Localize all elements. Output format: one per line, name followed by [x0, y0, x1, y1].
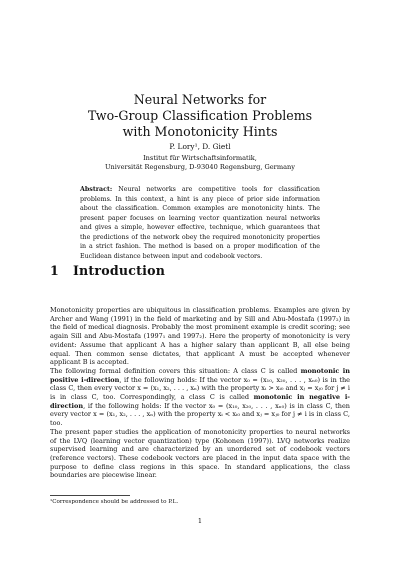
title-line-3: with Monotonicity Hints — [122, 124, 278, 139]
footnote-rule — [50, 495, 130, 496]
title-line-1: Neural Networks for — [133, 92, 267, 107]
paragraph-1: Monotonicity properties are ubiquitous in classification problems. Examples are given by Archer and Wang (1991) in the field of marketing and by Sill and Abu-Mostafa (1997₂) in the field of medical diagnosis. Probably the most prominent example is credit scoring; see again Sill and Abu-Mostafa (1997₁ and 1997₂). Here the property of monotonicity is very evident: Assume that applicant A has a higher salary than applicant B, all else being equal. Then common sense dictates, that applicant A must be accepted whenever applicant B is accepted. — [50, 306, 350, 367]
affiliation-line-1: Institut für Wirtschaftsinformatik, — [143, 154, 257, 162]
paragraph-3: The present paper studies the application of monotonicity properties to neural networks of the LVQ (learning vector quantization) type (Kohonen (1997)). LVQ networks realize supervised learning and are characterized by an unordered set of codebook vectors (reference vectors). These codebook vectors are placed in the input data space with the purpose to define class regions in this space. In standard applications, the class boundaries are piecewise linear. — [50, 427, 350, 480]
abstract-text: Neural networks are competitive tools for classification problems. In this context, a hint is any piece of prior side information about the classification. Common examples are monotonicity hints. The present paper focuses on learning vector quantization neural networks and gives a simple, however effective, technique, which guarantees that the predictions of the network obey the required monotonicity properties in a strict fashion. The method is based on a proper modification of the Euclidean distance between input and codebook vectors. — [80, 186, 320, 260]
section-title: Introduction — [72, 263, 166, 278]
abstract-label: Abstract: — [80, 186, 113, 193]
section-heading — [50, 263, 350, 279]
para2-text-e: , if the following holds: If the vector x₀ = (x₁₀, x₂₀, . . . , xₙ₀) is in class C, then every vector x = (x₁, x₂, . . . , xₙ) with the property xᵢ < xᵢ₀ and xⱼ = xⱼ₀ for j ≠ i is in class C, too. — [50, 401, 350, 428]
paper-title — [0, 92, 400, 140]
abstract — [80, 185, 320, 261]
title-line-2: Two-Group Classification Problems — [87, 108, 313, 123]
affiliation — [0, 154, 400, 173]
paragraph-2 — [50, 367, 350, 428]
footnote: ¹Correspondence should be addressed to P.L. — [50, 499, 179, 505]
authors: P. Lory¹, D. Gietl — [169, 142, 231, 151]
para2-text-c: , if the following holds: If the vector x₀ = (x₁₀, x₂₀, . . . , xₙ₀) is in the class C, then every vector x = (x₁, x₂, . . . , xₙ) with the property xᵢ > xᵢ₀ and xⱼ = xⱼ₀ for j ≠ i is in class C, too. Correspondingly, a class C is called — [50, 375, 350, 402]
page-number: 1 — [197, 517, 203, 525]
body-text — [50, 306, 350, 480]
section-number: 1 — [50, 263, 59, 278]
definition-positive: monotonic in positive i-direction — [50, 366, 350, 384]
para2-text-a: The following formal definition covers this situation: A class C is called — [50, 366, 301, 375]
affiliation-line-2: Universität Regensburg, D-93040 Regensburg, Germany — [104, 163, 295, 172]
definition-negative: monotonic in negative i-direction — [50, 393, 350, 410]
